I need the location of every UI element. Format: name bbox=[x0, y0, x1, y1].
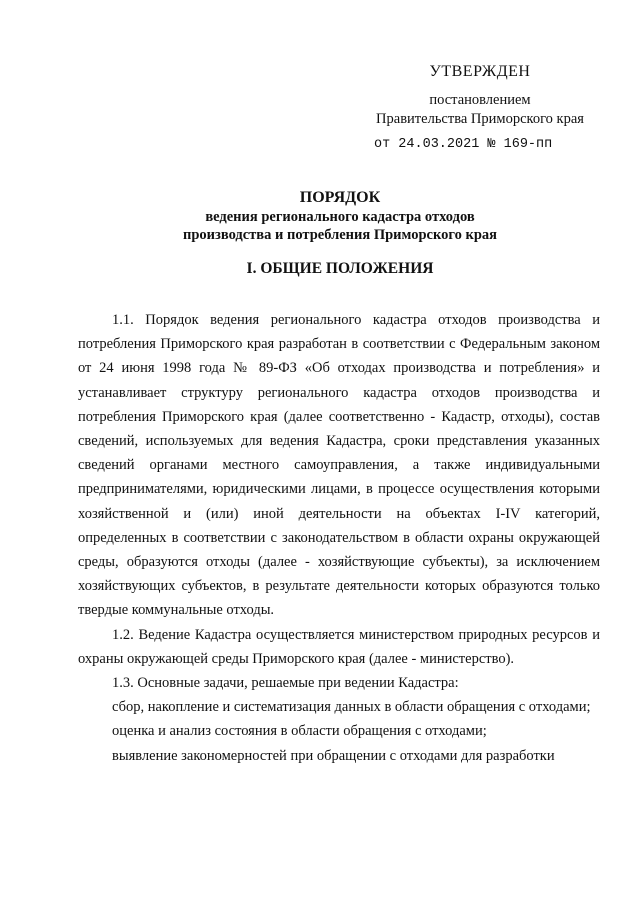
task-item-2: оценка и анализ состояния в области обращения с отходами; bbox=[112, 723, 487, 740]
document-subtitle-line-1: ведения регионального кадастра отходов bbox=[205, 209, 475, 225]
document-subtitle-line-2: производства и потребления Приморского края bbox=[182, 227, 497, 243]
approved-label: УТВЕРЖДЕН bbox=[429, 63, 531, 80]
paragraph-1-2: 1.2. Ведение Кадастра осуществляется министерством природных ресурсов и охраны окружающей среды Приморского края (далее - министерство). bbox=[78, 626, 600, 667]
section-heading: I. ОБЩИЕ ПОЛОЖЕНИЯ bbox=[246, 260, 434, 277]
approving-authority: Правительства Приморского края bbox=[376, 111, 584, 127]
paragraph-1-1: 1.1. Порядок ведения регионального кадастра отходов производства и потребления Приморского края разработан в соответствии с Федеральным законом от 24 июня 1998 года № 89-ФЗ «Об отходах производства и потребления» и устанавливает структуру регионального кадастра отходов производства и потребления Приморского края (далее соответственно - Кадастр, отходы), состав сведений, используемых для ведения Кадастра, сроки представления указанных сведений органами местного самоуправления, а также индивидуальными предпринимателями, юридическими лицами, в процессе осуществления которыми хозяйственной и (или) иной деятельности на объектах I-IV категорий, определенных в соответствии с законодательством в области охраны окружающей среды, образуются отходы (далее - хозяйствующие субъекты), за исключением хозяйствующих субъектов, в результате деятельности которых образуются только твердые коммунальные отходы. bbox=[78, 312, 600, 619]
paragraph-1-3: 1.3. Основные задачи, решаемые при ведении Кадастра: bbox=[112, 675, 459, 692]
document-title: ПОРЯДОК bbox=[299, 189, 381, 206]
approved-by-line: постановлением bbox=[429, 92, 531, 108]
task-item-1: сбор, накопление и систематизация данных в области обращения с отходами; bbox=[112, 699, 591, 716]
task-item-3: выявление закономерностей при обращении с отходами для разработки bbox=[112, 747, 555, 764]
decree-number: от 24.03.2021 № 169-пп bbox=[374, 137, 553, 152]
document-title-block bbox=[40, 188, 640, 278]
approval-stamp bbox=[360, 62, 600, 154]
document-body bbox=[78, 308, 600, 768]
